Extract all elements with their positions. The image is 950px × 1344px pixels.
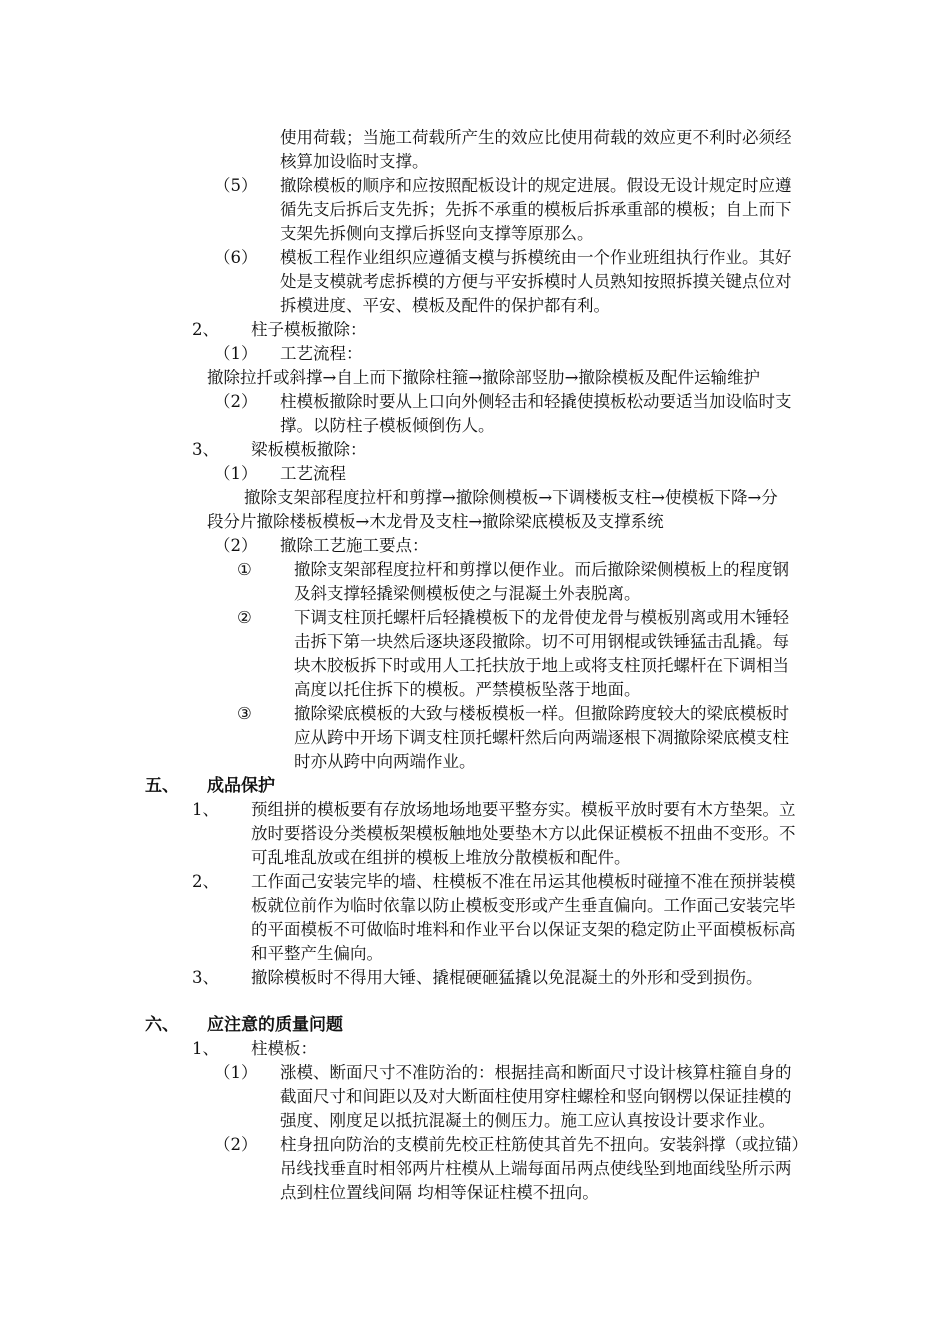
point-2-line-2: 击拆下第一块然后逐块逐段撤除。切不可用钢棍或铁锤猛击乱撬。每 (294, 632, 789, 651)
section-3-sub-2-number: （2） (214, 536, 258, 555)
ch5-item-1-line-1: 预组拼的模板要有存放场地场地要平整夯实。模板平放时要有木方垫架。立 (251, 800, 796, 819)
ch6-item-2-line-1: 柱身扭向防治的支模前先校正柱筋使其首先不扭向。安装斜撑（或拉锚） (280, 1135, 808, 1154)
ch5-item-1-number: 1、 (192, 800, 219, 819)
point-3-line-2: 应从跨中开场下调支柱顶托螺杆然后向两端逐根下凋撤除梁底模支柱 (294, 728, 789, 747)
section-2-sub-1-number: （1） (214, 344, 258, 363)
ch5-item-2-line-2: 板就位前作为临时依靠以防止模板变形或产生垂直偏向。工作面己安装完毕 (251, 896, 796, 915)
point-2-line-3: 块木胶板拆下时或用人工托扶放于地上或将支柱顶托螺杆在下调相当 (294, 656, 789, 675)
ch5-item-2-line-4: 和平整产生偏向。 (251, 944, 383, 963)
section-2-sub-1-title: 工艺流程： (280, 344, 363, 363)
ch6-section-1-title: 柱模板： (251, 1039, 317, 1058)
ch5-item-2-line-3: 的平面模板不可做临时堆料和作业平台以保证支架的稳定防止平面模板标高 (251, 920, 796, 939)
section-3-sub-2-title: 撤除工艺施工要点： (280, 536, 429, 555)
section-3-number: 3、 (192, 440, 219, 459)
item-6-number: （6） (214, 248, 258, 267)
section-3-flow-line-1: 撤除支架部程度拉杆和剪撑→撤除侧模板→下调楼板支柱→使模板下降→分 (244, 488, 778, 507)
continuation-line-1: 使用荷载；当施工荷载所产生的效应比使用荷载的效应更不利时必须经 (280, 128, 792, 147)
ch6-item-1-number: （1） (214, 1063, 258, 1082)
section-2-sub-2-number: （2） (214, 392, 258, 411)
chapter-5-title: 成品保护 (207, 776, 275, 796)
ch5-item-3-line-1: 撤除模板时不得用大锤、撬棍硬砸猛撬以免混凝土的外形和受到损伤。 (251, 968, 763, 987)
continuation-line-2: 核算加设临时支撑。 (280, 152, 429, 171)
ch5-item-2-line-1: 工作面己安装完毕的墙、柱模板不准在吊运其他模板时碰撞不准在预拼装模 (251, 872, 796, 891)
point-3-marker: ③ (237, 704, 252, 723)
point-3-line-1: 撤除梁底模板的大致与楼板模板一样。但撤除跨度较大的梁底模板时 (294, 704, 789, 723)
ch5-item-2-number: 2、 (192, 872, 219, 891)
ch6-item-2-number: （2） (214, 1135, 258, 1154)
item-5-line-3: 支架先拆侧向支撑后拆竖向支撑等原那么。 (280, 224, 594, 243)
ch5-item-3-number: 3、 (192, 968, 219, 987)
section-2-title: 柱子模板撤除： (251, 320, 367, 339)
chapter-6-number: 六、 (145, 1015, 179, 1035)
item-5-line-2: 循先支后拆后支先拆；先拆不承重的模板后拆承重部的模板；自上而下 (280, 200, 792, 219)
ch6-item-1-line-1: 涨模、断面尺寸不准防治的：根据挂高和断面尺寸设计核算柱箍自身的 (280, 1063, 792, 1082)
point-2-marker: ② (237, 608, 252, 627)
chapter-6-title: 应注意的质量问题 (207, 1015, 343, 1035)
chapter-5-number: 五、 (145, 776, 179, 796)
point-2-line-4: 高度以托住拆下的模板。严禁模板坠落于地面。 (294, 680, 641, 699)
point-1-marker: ① (237, 560, 252, 579)
ch5-item-1-line-2: 放时要搭设分类模板架模板触地处要垫木方以此保证模板不扭曲不变形。不 (251, 824, 796, 843)
point-2-line-1: 下调支柱顶托螺杆后轻撬模板下的龙骨使龙骨与模板别离或用木锤轻 (294, 608, 789, 627)
point-1-line-2: 及斜支撑轻撬梁侧模板使之与混凝土外表脱离。 (294, 584, 641, 603)
point-3-line-3: 时亦从跨中向两端作业。 (294, 752, 476, 771)
item-6-line-3: 拆模进度、平安、模板及配件的保护都有利。 (280, 296, 610, 315)
section-2-flow: 撤除拉扦或斜撑→自上而下撤除柱箍→撤除部竖肋→撤除模板及配件运输维护 (207, 368, 760, 387)
section-2-sub-2-line-2: 撑。以防柱子模板倾倒伤人。 (280, 416, 495, 435)
section-3-flow-line-2: 段分片撤除楼板模板→木龙骨及支柱→撤除梁底模板及支撑系统 (207, 512, 664, 531)
item-5-number: （5） (214, 176, 258, 195)
item-5-line-1: 撤除模板的顺序和应按照配板设计的规定进展。假设无设计规定时应遵 (280, 176, 792, 195)
ch6-item-1-line-2: 截面尺寸和间距以及对大断面柱使用穿柱螺栓和竖向钢楞以保证挂模的 (280, 1087, 792, 1106)
section-2-sub-2-line-1: 柱模板撤除时要从上口向外侧轻击和轻撬使摸板松动要适当加设临时支 (280, 392, 792, 411)
item-6-line-2: 处是支模就考虑拆模的方便与平安拆模时人员熟知按照拆摸关键点位对 (280, 272, 792, 291)
ch6-section-1-number: 1、 (192, 1039, 219, 1058)
section-3-title: 梁板模板撤除： (251, 440, 367, 459)
point-1-line-1: 撤除支架部程度拉杆和剪撑以便作业。而后撤除梁侧模板上的程度钢 (294, 560, 789, 579)
ch6-item-2-line-2: 吊线找垂直时相邻两片柱模从上端每面吊两点使线坠到地面线坠所示两 (280, 1159, 792, 1178)
section-2-number: 2、 (192, 320, 219, 339)
section-3-sub-1-title: 工艺流程 (280, 464, 346, 483)
ch6-item-2-line-3: 点到柱位置线间隔 均相等保证柱模不扭向。 (280, 1183, 599, 1202)
ch6-item-1-line-3: 强度、刚度足以抵抗混凝土的侧压力。施工应认真按设计要求作业。 (280, 1111, 775, 1130)
ch5-item-1-line-3: 可乱堆乱放或在组拼的模板上堆放分散模板和配件。 (251, 848, 631, 867)
section-3-sub-1-number: （1） (214, 464, 258, 483)
item-6-line-1: 模板工程作业组织应遵循支模与拆模统由一个作业班组执行作业。其好 (280, 248, 792, 267)
